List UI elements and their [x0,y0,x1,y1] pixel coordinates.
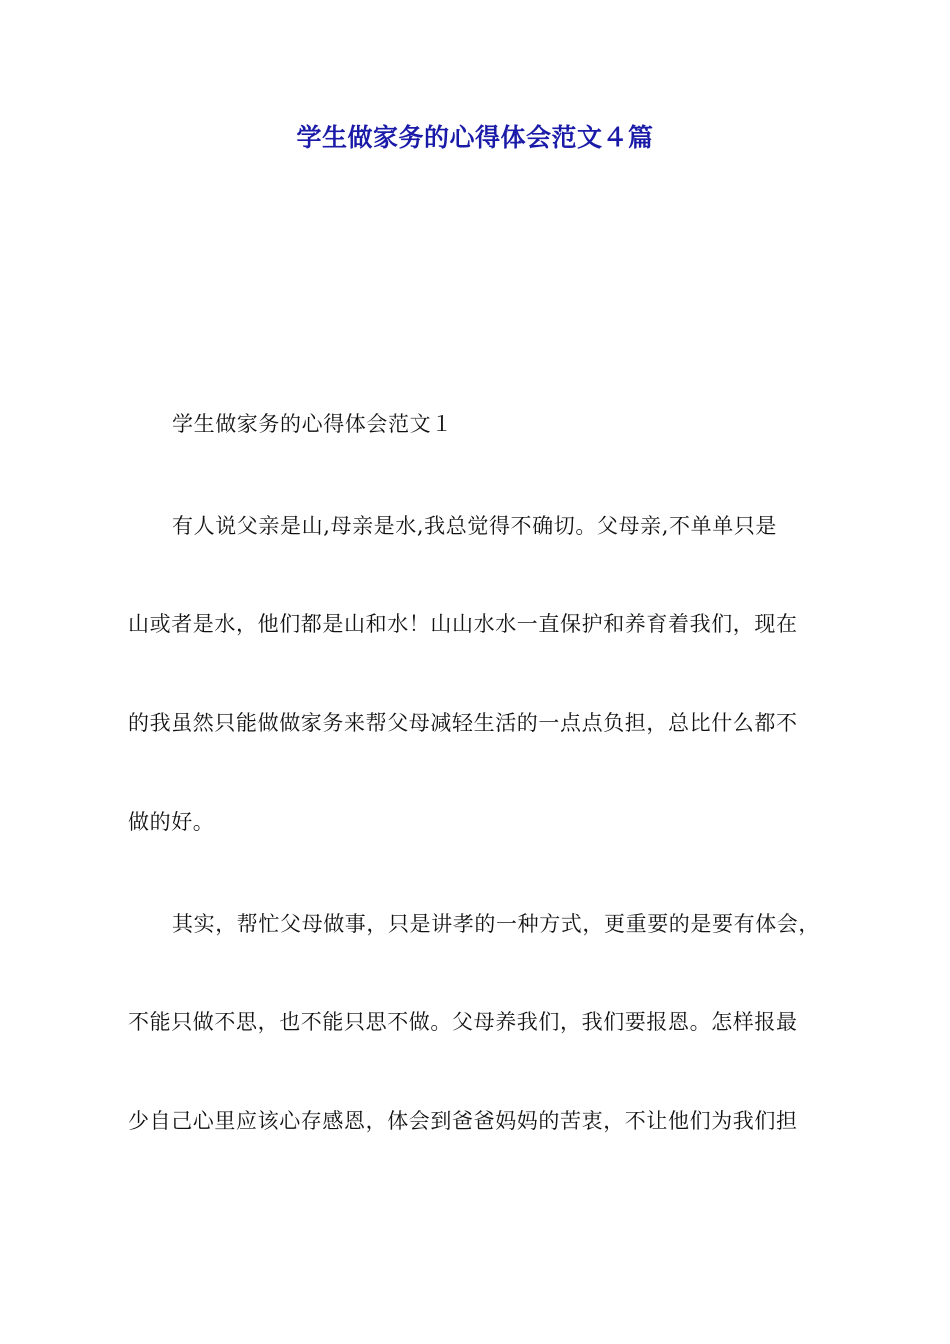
paragraph-2-line-1: 其实，帮忙父母做事，只是讲孝的一种方式，更重要的是要有体会， [172,912,820,936]
paragraph-1-line-4: 做的好。 [128,810,215,834]
paragraph-1-line-3: 的我虽然只能做做家务来帮父母减轻生活的一点点负担，总比什么都不 [128,711,798,735]
document-title: 学生做家务的心得体会范文４篇 [296,123,654,152]
section-heading: 学生做家务的心得体会范文１ [172,412,453,436]
paragraph-1-line-2: 山或者是水，他们都是山和水！山山水水一直保护和养育着我们，现在 [128,612,798,636]
paragraph-2-line-3: 少自己心里应该心存感恩，体会到爸爸妈妈的苦衷，不让他们为我们担 [128,1109,798,1133]
paragraph-2-line-2: 不能只做不思，也不能只思不做。父母养我们，我们要报恩。怎样报最 [128,1010,798,1034]
paragraph-1-line-1: 有人说父亲是山,母亲是水,我总觉得不确切。父母亲,不单单只是 [172,514,778,538]
